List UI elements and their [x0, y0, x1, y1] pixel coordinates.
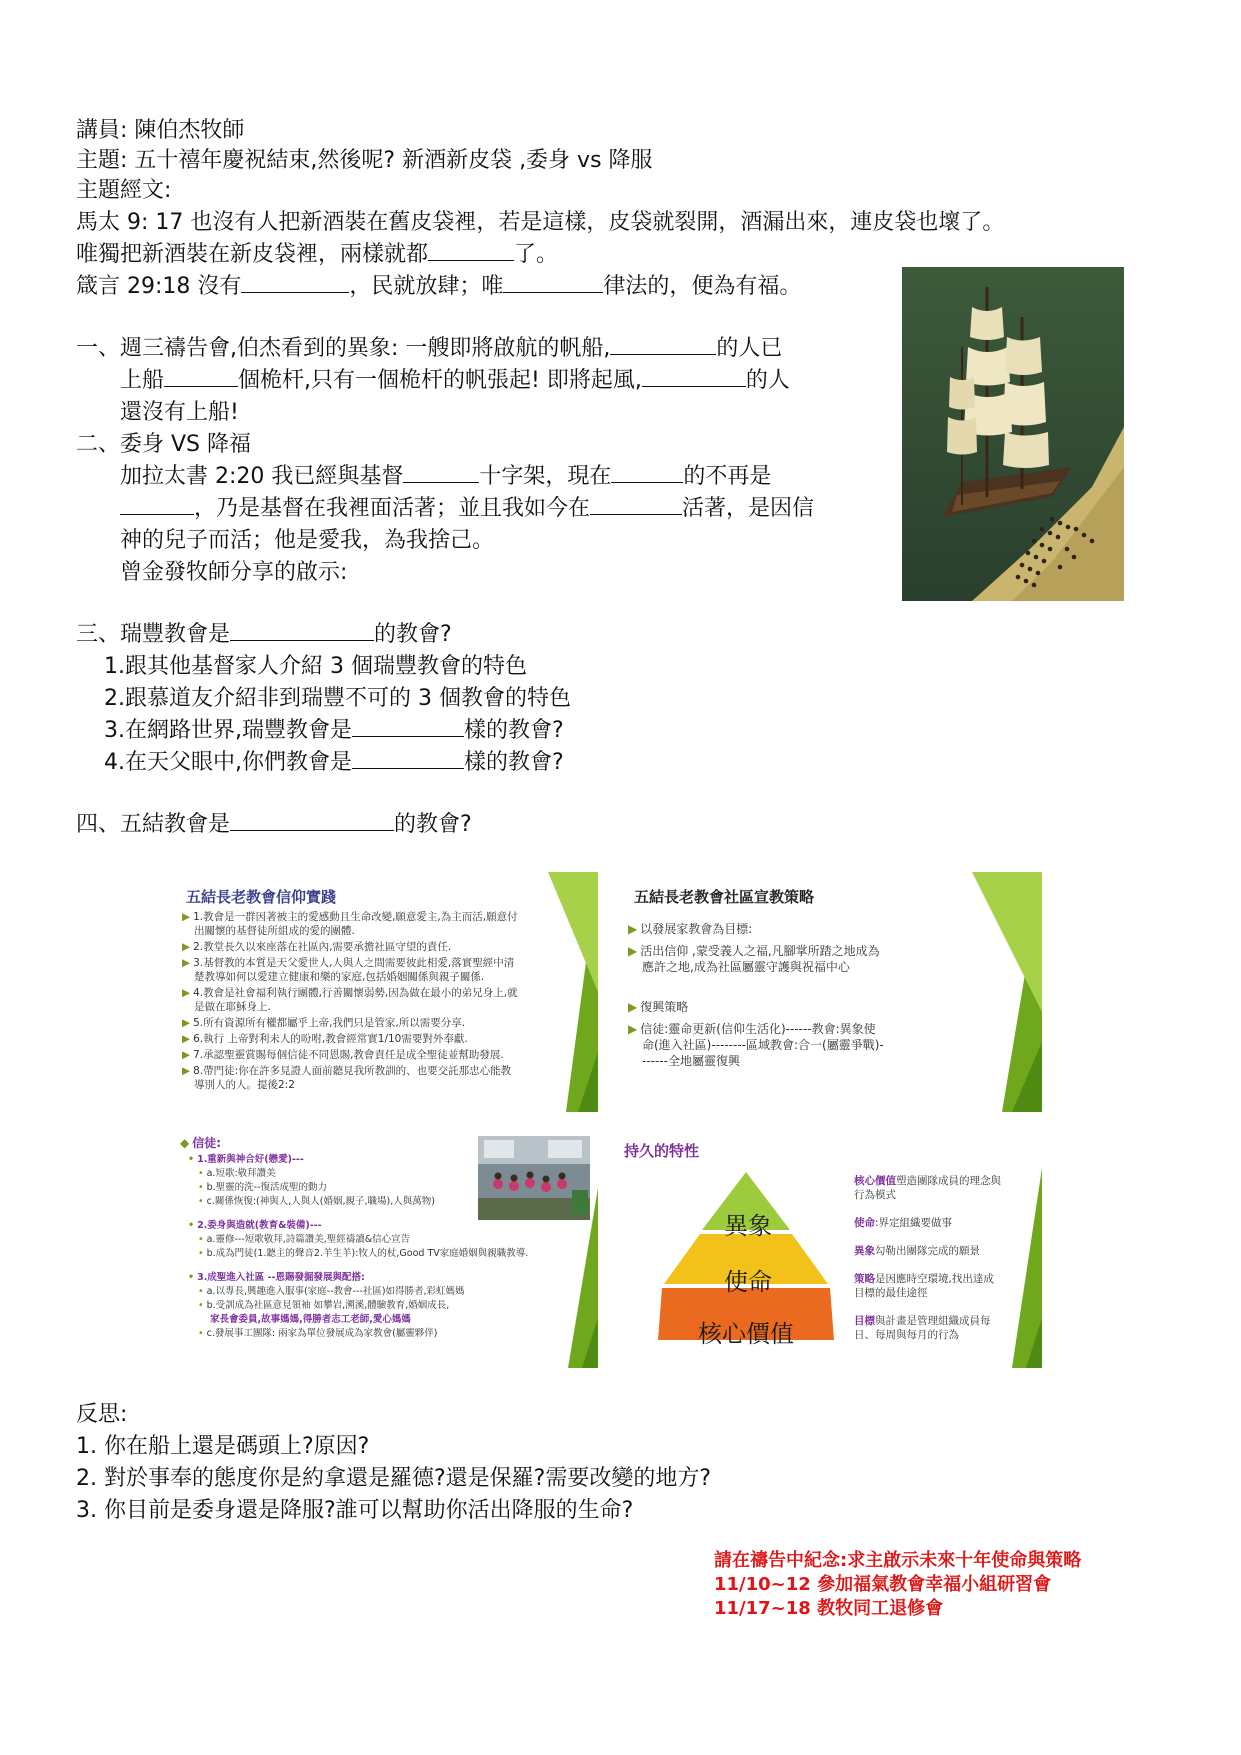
- slide-believers: [170, 1128, 598, 1368]
- slide4-def: 使命:界定組織要做事: [854, 1217, 953, 1229]
- prayer-note: 11/17~18 教牧同工退修會: [714, 1598, 944, 1619]
- section3-heading: 三、瑞豐教會是 的教會?: [76, 622, 452, 647]
- matthew-verse-2: 唯獨把新酒裝在新皮袋裡，兩樣就都 了。: [76, 242, 559, 267]
- theme: 主題: 五十禧年慶祝結束,然後呢? 新酒新皮袋 ,委身 vs 降服: [76, 148, 653, 173]
- slide1-line: ▶ 1.教會是一群因著被主的愛感動且生命改變,願意愛主,為主而活,願意付: [182, 911, 518, 923]
- slide4-def: 日、每周與每月的行為: [854, 1329, 959, 1341]
- slide1-line: ▶ 5.所有資源所有權都屬乎上帝,我們只是管家,所以需要分享.: [182, 1017, 466, 1029]
- slide4-def: 策略是因應時空環境,找出達成: [854, 1273, 994, 1285]
- slide1-line: 出關懷的基督徒所組成的愛的團體.: [194, 925, 355, 937]
- slide1-line: ▶ 4.教會是社會福利執行團體,行善關懷弱勢,因為做在最小的弟兄身上,就: [182, 987, 518, 999]
- slide3-line: • a.短歌:敬拜讚美: [198, 1168, 276, 1179]
- slide2-line: ▶ 以發展家教會為目標:: [628, 922, 753, 936]
- slide1-line: 是做在耶穌身上.: [194, 1001, 271, 1013]
- slide3-line: • b.受訓成為社區意見領袖 如攀岩,溯溪,體驗教育,婚姻成長,: [198, 1300, 450, 1311]
- section3-item2: 2.跟慕道友介紹非到瑞豐不可的 3 個教會的特色: [104, 686, 571, 711]
- proverbs-verse: 箴言 29:18 沒有 ，民就放肆；唯 律法的，便為有福。: [76, 274, 802, 299]
- pyramid-label-mission: 使命: [724, 1268, 772, 1296]
- slide1-line: 楚教導如何以愛建立健康和樂的家庭,包括婚姻關係與親子關係.: [194, 971, 485, 983]
- slide1-line: ▶ 8.帶門徒:你在許多見證人面前聽見我所教訓的、也要交託那忠心能教: [182, 1065, 512, 1077]
- green-corner-decoration: [982, 1128, 1042, 1368]
- slide3-line: • c.發展事工團隊: 兩家為單位發展成為家教會(屬靈夥伴): [198, 1328, 438, 1339]
- slide3-line: • 3.成聖進入社區 --恩賜發掘發展與配搭:: [188, 1272, 365, 1283]
- fill-blank: [503, 272, 603, 293]
- section3-item3: 3.在網路世界,瑞豐教會是 樣的教會?: [104, 718, 564, 743]
- fill-blank: [241, 272, 349, 293]
- fill-blank: [230, 810, 394, 831]
- slide2-line: ▶ 復興策略: [628, 1000, 689, 1014]
- slide4-def: 異象勾勒出團隊完成的願景: [854, 1245, 980, 1257]
- fill-blank: [642, 366, 746, 387]
- fill-blank: [611, 462, 683, 483]
- sailing-ship-image: [902, 267, 1124, 601]
- fill-blank: [230, 620, 374, 641]
- scripture-heading: 主題經文:: [76, 178, 172, 203]
- slide1-line: ▶ 2.教堂長久以來座落在社區內,需要承擔社區守望的責任.: [182, 941, 452, 953]
- fill-blank: [352, 748, 464, 769]
- slide3-line: • c.關係恢復:(神與人,人與人(婚姻,親子,職場),人與萬物): [198, 1196, 435, 1207]
- section3-item1: 1.跟其他基督家人介紹 3 個瑞豐教會的特色: [104, 654, 527, 679]
- slide2-line: 應許之地,成為社區屬靈守護與祝福中心: [642, 960, 850, 974]
- section4-heading: 四、五結教會是 的教會?: [76, 812, 472, 837]
- slide4-title: 持久的特性: [624, 1142, 700, 1160]
- section2-line4: 曾金發牧師分享的啟示:: [120, 560, 348, 585]
- slide1-line: ▶ 7.承認聖靈賞賜每個信徒不同恩賜,教會責任是成全聖徒並幫助發展.: [182, 1049, 504, 1061]
- section2-line2: ，乃是基督在我裡面活著；並且我如今在 活著，是因信: [120, 494, 814, 524]
- slide1-title: 五結長老教會信仰實踐: [186, 888, 337, 906]
- fill-blank: [352, 716, 464, 737]
- slide3-line: • b.成為門徒(1.聽主的聲音2.羊生羊):牧人的杖,Good TV家庭婚姻與親職教導.: [198, 1248, 529, 1259]
- speaker: 講員: 陳伯杰牧師: [76, 118, 245, 143]
- slide2-line: ▶ 信徒:靈命更新(信仰生活化)------教會:異象使: [628, 1022, 876, 1036]
- slide4-def: 目標與計畫是管理組織成員每: [854, 1315, 991, 1327]
- fill-blank: [610, 334, 716, 355]
- fill-blank: [120, 494, 194, 515]
- slide3-line: • 1.重新與神合好(戀愛)---: [188, 1154, 304, 1165]
- slide4-def: 核心價值塑造團隊成員的理念與: [854, 1175, 1001, 1187]
- green-corner-decoration: [932, 872, 1042, 1112]
- reflection-heading: 反思:: [76, 1402, 128, 1427]
- reflection-item: 1. 你在船上還是碼頭上?原因?: [76, 1434, 370, 1459]
- slide2-line: ------全地屬靈復興: [642, 1054, 740, 1068]
- section1-line3: 還沒有上船!: [120, 400, 239, 425]
- slide-faith-practice: [170, 872, 598, 1112]
- slide3-title: ◆ 信徒:: [180, 1136, 222, 1150]
- fill-blank: [428, 240, 514, 261]
- prayer-note: 11/10~12 參加福氣教會幸福小組研習會: [714, 1574, 1052, 1595]
- section2-line1: 加拉太書 2:20 我已經與基督 十字架，現在 的不再是: [120, 464, 772, 489]
- slide1-line: ▶ 3.基督教的本質是天父愛世人,人與人之間需要彼此相愛,落實聖經中清: [182, 957, 515, 969]
- slide3-line: • b.聖靈的洗--復活成聖的動力: [198, 1182, 328, 1193]
- slide4-def: 目標的最佳途徑: [854, 1287, 928, 1299]
- slide2-line: 命(進入社區)--------區域教會:合一(屬靈爭戰)-: [642, 1038, 884, 1052]
- slide3-line: • 2.委身與造就(教育&裝備)---: [188, 1220, 322, 1231]
- fill-blank: [403, 462, 479, 483]
- slide3-line: • a.以專長,興趣進入服事(家庭--教會---社區)如得勝者,彩虹媽媽: [198, 1286, 465, 1297]
- section3-item4: 4.在天父眼中,你們教會是 樣的教會?: [104, 750, 564, 775]
- congregation-photo: [478, 1136, 590, 1220]
- matthew-verse: 馬太 9: 17 也沒有人把新酒裝在舊皮袋裡，若是這樣，皮袋就裂開，酒漏出來，連皮袋也壞了。: [76, 210, 1005, 235]
- slide2-line: ▶ 活出信仰 ,蒙受義人之福,凡腳掌所踏之地成為: [628, 944, 880, 958]
- section1-line1: 一、週三禱告會,伯杰看到的異象: 一艘即將啟航的帆船, 的人已: [76, 336, 783, 361]
- fill-blank: [164, 366, 238, 387]
- fill-blank: [590, 494, 682, 515]
- section2-heading: 二、委身 VS 降福: [76, 432, 252, 457]
- slide-community-strategy: [614, 872, 1042, 1112]
- slide-lasting-characteristics: [614, 1128, 1042, 1368]
- prayer-note: 請在禱告中紀念:求主啟示未來十年使命與策略: [714, 1550, 1082, 1571]
- pyramid-label-core-values: 核心價值: [698, 1320, 794, 1348]
- section2-line3: 神的兒子而活；他是愛我，為我捨己。: [120, 528, 495, 553]
- slide1-line: ▶ 6.執行 上帝對利未人的吩咐,教會經常實1/10需要對外奉獻.: [182, 1033, 468, 1045]
- green-corner-decoration: [518, 872, 598, 1112]
- slide1-line: 導別人的人。提後2:2: [194, 1079, 295, 1091]
- slide3-line: 家長會委員,故事媽媽,得勝者志工老師,愛心媽媽: [210, 1314, 411, 1325]
- pyramid-label-vision: 異象: [724, 1212, 772, 1240]
- slide3-line: • a.靈修---短歌敬拜,詩篇讚美,聖經禱讀&信心宣告: [198, 1234, 411, 1245]
- reflection-item: 2. 對於事奉的態度你是約拿還是羅德?還是保羅?需要改變的地方?: [76, 1466, 712, 1491]
- slide4-def: 行為模式: [854, 1189, 896, 1201]
- section1-line2: 上船 個桅杆,只有一個桅杆的帆張起! 即將起風, 的人: [120, 368, 790, 393]
- slide2-title: 五結長老教會社區宣教策略: [634, 888, 815, 906]
- reflection-item: 3. 你目前是委身還是降服?誰可以幫助你活出降服的生命?: [76, 1498, 634, 1523]
